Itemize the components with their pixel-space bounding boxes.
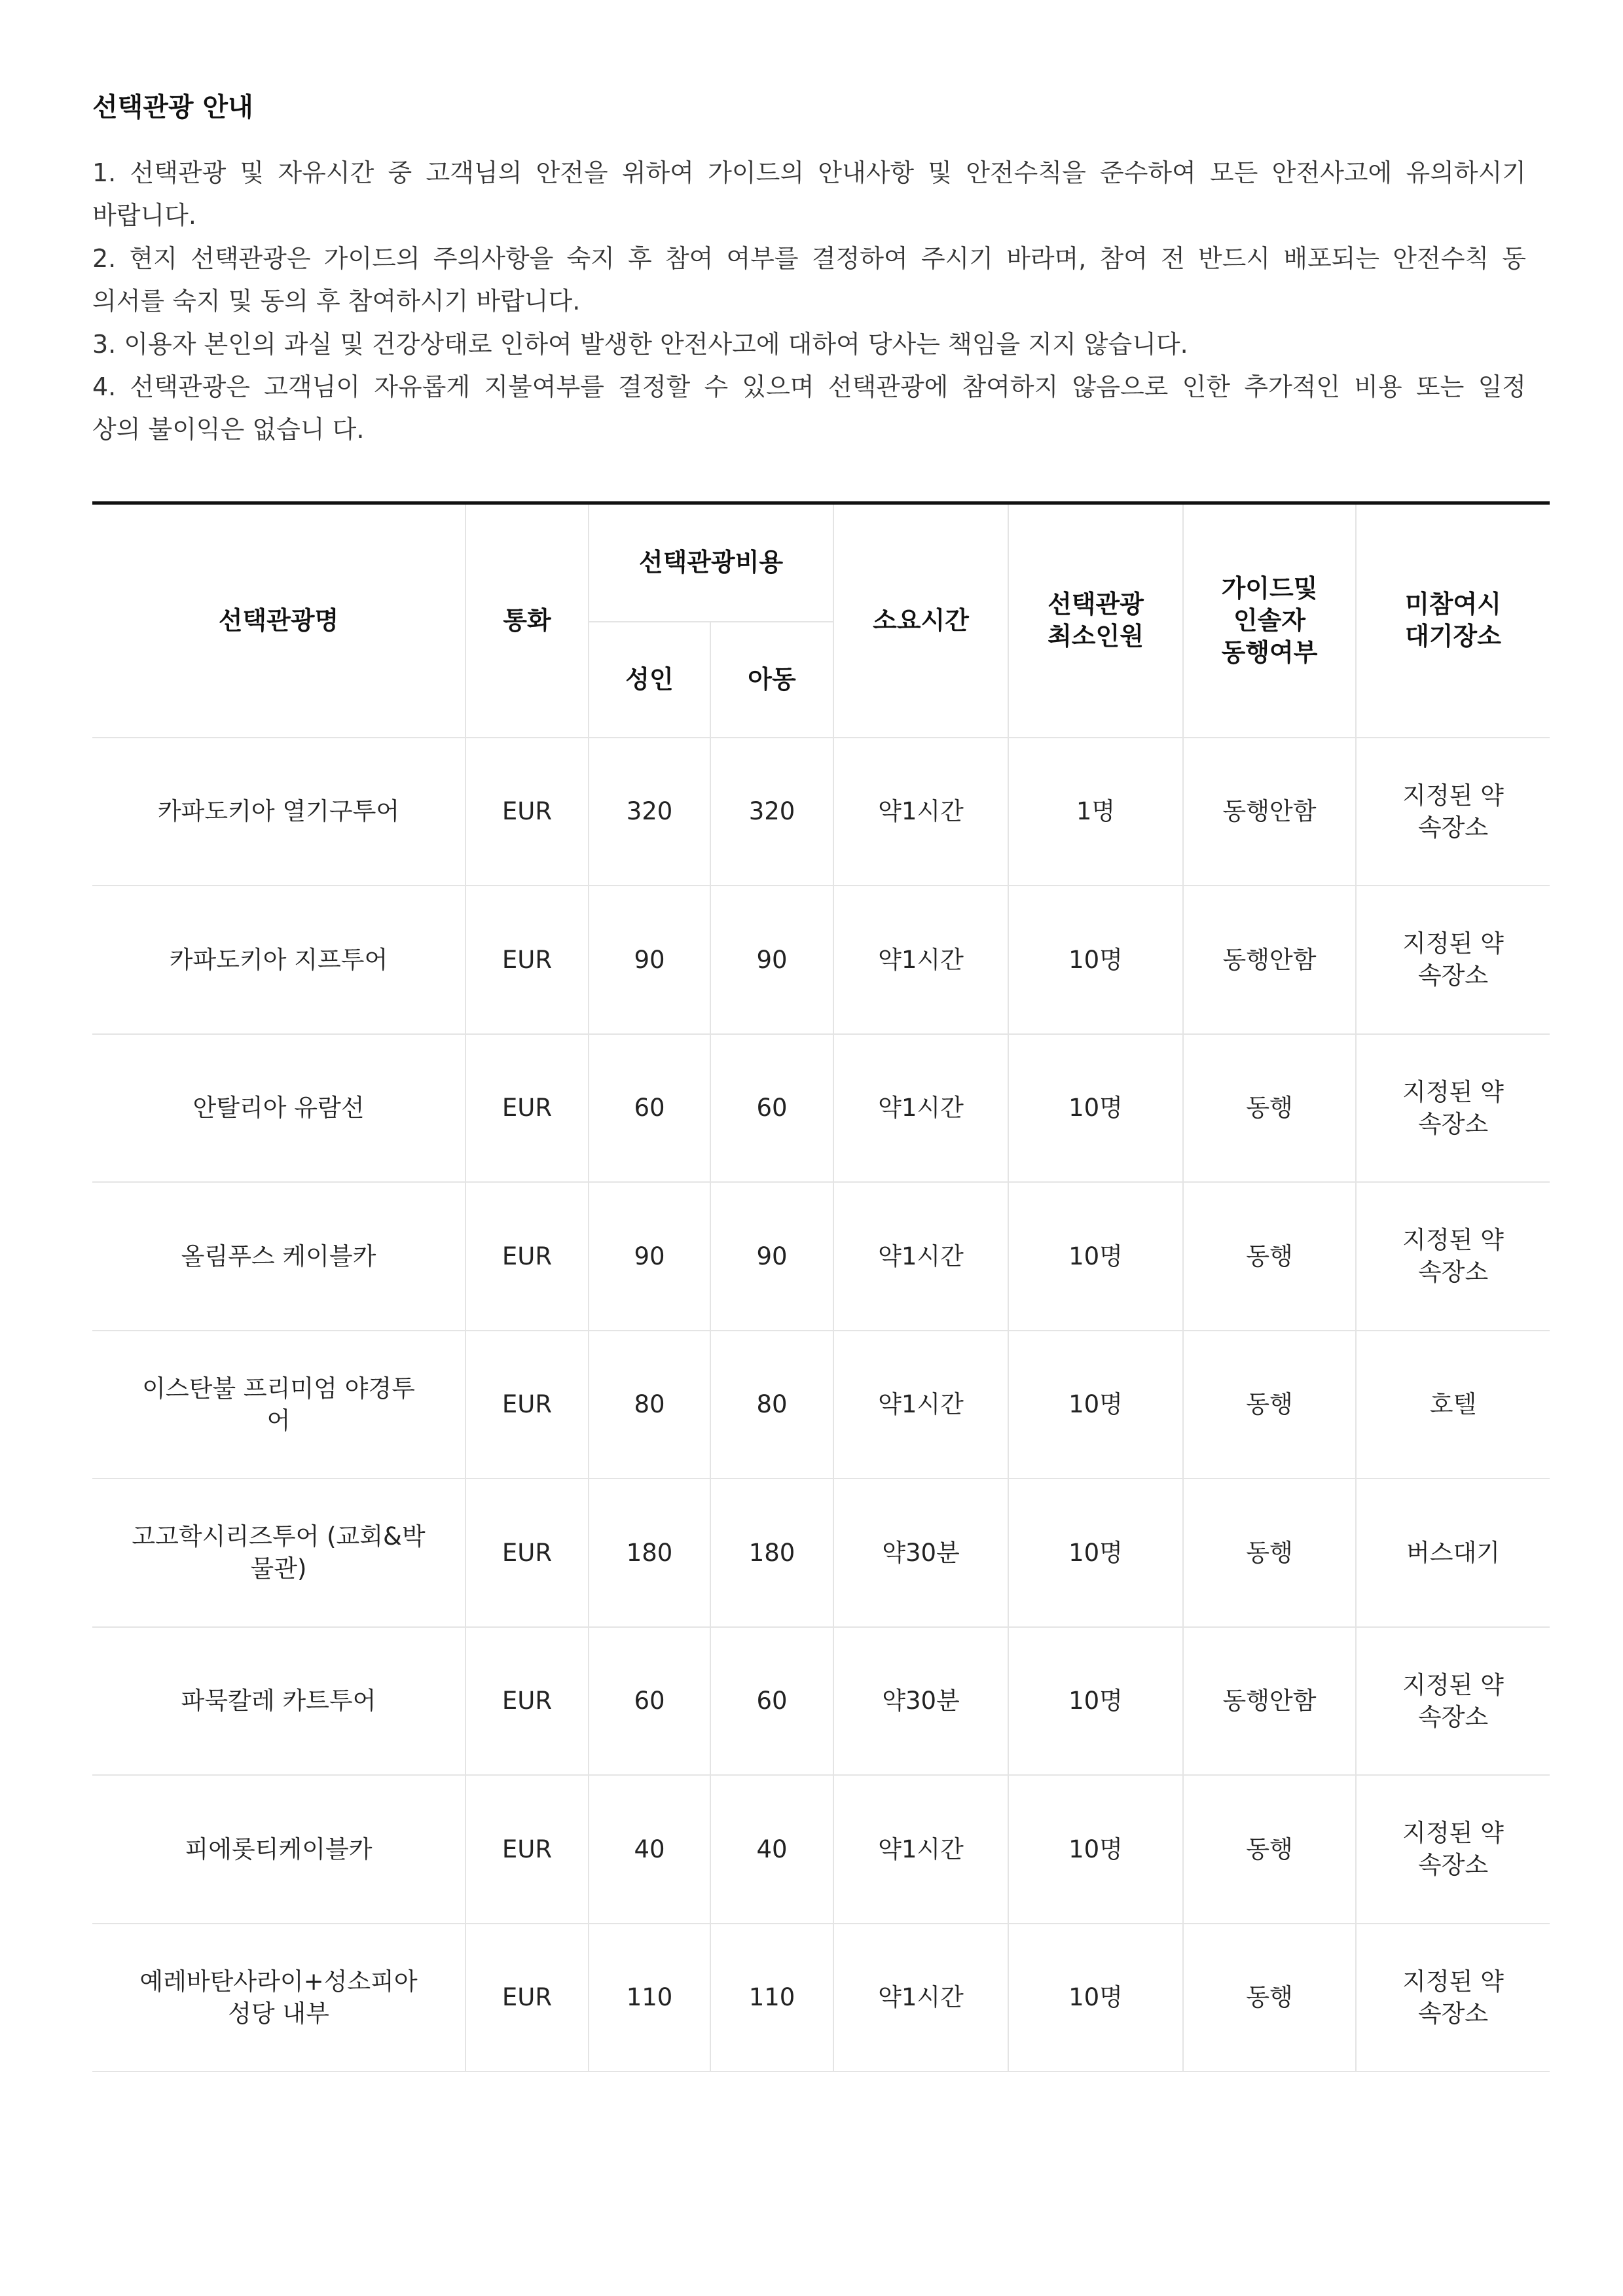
waiting-place-cell: 지정된 약속장소: [1356, 1775, 1550, 1924]
adult-price-cell: 80: [589, 1331, 710, 1479]
tour-name-cell: 올림푸스 케이블카: [92, 1182, 465, 1331]
guide-accompany-cell: 동행: [1183, 1331, 1356, 1479]
currency-cell: EUR: [465, 886, 589, 1034]
child-price-cell: 90: [710, 1182, 833, 1331]
guide-accompany-cell: 동행안함: [1183, 1627, 1356, 1776]
min-participants-cell: 1명: [1008, 738, 1183, 886]
min-participants-cell: 10명: [1008, 886, 1183, 1034]
adult-price-cell: 320: [589, 738, 710, 886]
waiting-place-cell: 지정된 약속장소: [1356, 1924, 1550, 2072]
child-price-cell: 60: [710, 1627, 833, 1776]
duration-cell: 약1시간: [833, 1182, 1008, 1331]
adult-price-cell: 40: [589, 1775, 710, 1924]
min-participants-cell: 10명: [1008, 1924, 1183, 2072]
min-participants-cell: 10명: [1008, 1034, 1183, 1183]
header-line: 동행여부: [1221, 637, 1318, 667]
header-line: 가이드및: [1221, 573, 1318, 603]
guide-accompany-cell: 동행: [1183, 1034, 1356, 1183]
notice-line: 상의 불이익은 없습니 다.: [92, 415, 365, 444]
tour-name-cell: 안탈리아 유람선: [92, 1034, 465, 1183]
child-price-cell: 60: [710, 1034, 833, 1183]
tour-name-cell: 예레바탄사라이+성소피아성당 내부: [92, 1924, 465, 2072]
header-currency: 통화: [465, 503, 589, 738]
table-row: [92, 1182, 1550, 1331]
child-price-cell: 320: [710, 738, 833, 886]
guide-accompany-cell: 동행: [1183, 1924, 1356, 2072]
waiting-place-cell: 버스대기: [1356, 1479, 1550, 1627]
tour-name-cell: 고고학시리즈투어 (교회&박물관): [92, 1479, 465, 1627]
adult-price-cell: 180: [589, 1479, 710, 1627]
header-line: 최소인원: [1048, 622, 1144, 651]
header-line: 미참여시: [1405, 590, 1501, 619]
notice-line: 3. 이용자 본인의 과실 및 건강상태로 인하여 발생한 안전사고에 대하여 당사는 책임을 지지 않습니다.: [92, 329, 1188, 359]
waiting-place-cell: 지정된 약속장소: [1356, 1034, 1550, 1183]
table-row: [92, 1775, 1550, 1924]
table-body: [92, 738, 1550, 2072]
waiting-place-cell: 지정된 약속장소: [1356, 738, 1550, 886]
header-line: 대기장소: [1405, 622, 1501, 651]
currency-cell: EUR: [465, 1034, 589, 1183]
guide-accompany-cell: 동행: [1183, 1182, 1356, 1331]
table-row: [92, 1034, 1550, 1183]
notice-item-1: [92, 152, 1526, 238]
guide-accompany-cell: 동행안함: [1183, 738, 1356, 886]
currency-cell: EUR: [465, 1479, 589, 1627]
notice-line: 4. 선택관광은 고객님이 자유롭게 지불여부를 결정할 수 있으며 선택관광에 참여하지 않음으로 인한 추가적인 비용 또는 일정: [92, 372, 1526, 402]
waiting-place-cell: 호텔: [1356, 1331, 1550, 1479]
header-adult: 성인: [589, 622, 710, 738]
child-price-cell: 110: [710, 1924, 833, 2072]
duration-cell: 약1시간: [833, 886, 1008, 1034]
page-title: 선택관광 안내: [92, 92, 253, 122]
duration-cell: 약30분: [833, 1627, 1008, 1776]
header-row: [92, 503, 1550, 622]
currency-cell: EUR: [465, 1924, 589, 2072]
header-waiting-place: [1356, 503, 1550, 738]
notice-line: 2. 현지 선택관광은 가이드의 주의사항을 숙지 후 참여 여부를 결정하여 주시기 바라며, 참여 전 반드시 배포되는 안전수칙 동: [92, 243, 1526, 273]
duration-cell: 약1시간: [833, 1034, 1008, 1183]
min-participants-cell: 10명: [1008, 1627, 1183, 1776]
tour-name-cell: 피에롯티케이블카: [92, 1775, 465, 1924]
header-line: 선택관광: [1048, 590, 1144, 619]
notice-item-3: [92, 323, 1526, 366]
min-participants-cell: 10명: [1008, 1479, 1183, 1627]
currency-cell: EUR: [465, 1775, 589, 1924]
currency-cell: EUR: [465, 738, 589, 886]
guide-accompany-cell: 동행안함: [1183, 886, 1356, 1034]
table-row: [92, 1331, 1550, 1479]
duration-cell: 약1시간: [833, 738, 1008, 886]
adult-price-cell: 60: [589, 1034, 710, 1183]
waiting-place-cell: 지정된 약속장소: [1356, 886, 1550, 1034]
header-duration: 소요시간: [833, 503, 1008, 738]
header-line: 인솔자: [1233, 605, 1306, 635]
min-participants-cell: 10명: [1008, 1182, 1183, 1331]
table-row: [92, 886, 1550, 1034]
adult-price-cell: 90: [589, 886, 710, 1034]
header-child: 아동: [710, 622, 833, 738]
adult-price-cell: 110: [589, 1924, 710, 2072]
child-price-cell: 40: [710, 1775, 833, 1924]
duration-cell: 약1시간: [833, 1331, 1008, 1479]
header-tour-name: 선택관광명: [92, 503, 465, 738]
child-price-cell: 90: [710, 886, 833, 1034]
tour-name-cell: 이스탄불 프리미엄 야경투어: [92, 1331, 465, 1479]
guide-accompany-cell: 동행: [1183, 1479, 1356, 1627]
table-row: [92, 1924, 1550, 2072]
table-row: [92, 1627, 1550, 1776]
tour-name-cell: 카파도키아 열기구투어: [92, 738, 465, 886]
duration-cell: 약1시간: [833, 1924, 1008, 2072]
child-price-cell: 180: [710, 1479, 833, 1627]
waiting-place-cell: 지정된 약속장소: [1356, 1182, 1550, 1331]
notice-line: 1. 선택관광 및 자유시간 중 고객님의 안전을 위하여 가이드의 안내사항 및 안전수칙을 준수하여 모든 안전사고에 유의하시기: [92, 158, 1526, 187]
header-min-participants: [1008, 503, 1183, 738]
tour-name-cell: 카파도키아 지프투어: [92, 886, 465, 1034]
currency-cell: EUR: [465, 1331, 589, 1479]
notice-list: [92, 152, 1526, 452]
notice-item-4: [92, 366, 1526, 452]
adult-price-cell: 90: [589, 1182, 710, 1331]
duration-cell: 약1시간: [833, 1775, 1008, 1924]
notice-item-2: [92, 238, 1526, 323]
tour-name-cell: 파묵칼레 카트투어: [92, 1627, 465, 1776]
min-participants-cell: 10명: [1008, 1331, 1183, 1479]
adult-price-cell: 60: [589, 1627, 710, 1776]
table-header: [92, 503, 1550, 738]
notice-line: 바랍니다.: [92, 201, 196, 230]
currency-cell: EUR: [465, 1182, 589, 1331]
table-row: [92, 738, 1550, 886]
min-participants-cell: 10명: [1008, 1775, 1183, 1924]
header-cost: 선택관광비용: [589, 503, 833, 622]
table-row: [92, 1479, 1550, 1627]
header-guide-accompany: [1183, 503, 1356, 738]
guide-accompany-cell: 동행: [1183, 1775, 1356, 1924]
waiting-place-cell: 지정된 약속장소: [1356, 1627, 1550, 1776]
duration-cell: 약30분: [833, 1479, 1008, 1627]
notice-line: 의서를 숙지 및 동의 후 참여하시기 바랍니다.: [92, 287, 581, 316]
child-price-cell: 80: [710, 1331, 833, 1479]
currency-cell: EUR: [465, 1627, 589, 1776]
optional-tour-table: [92, 501, 1550, 2072]
